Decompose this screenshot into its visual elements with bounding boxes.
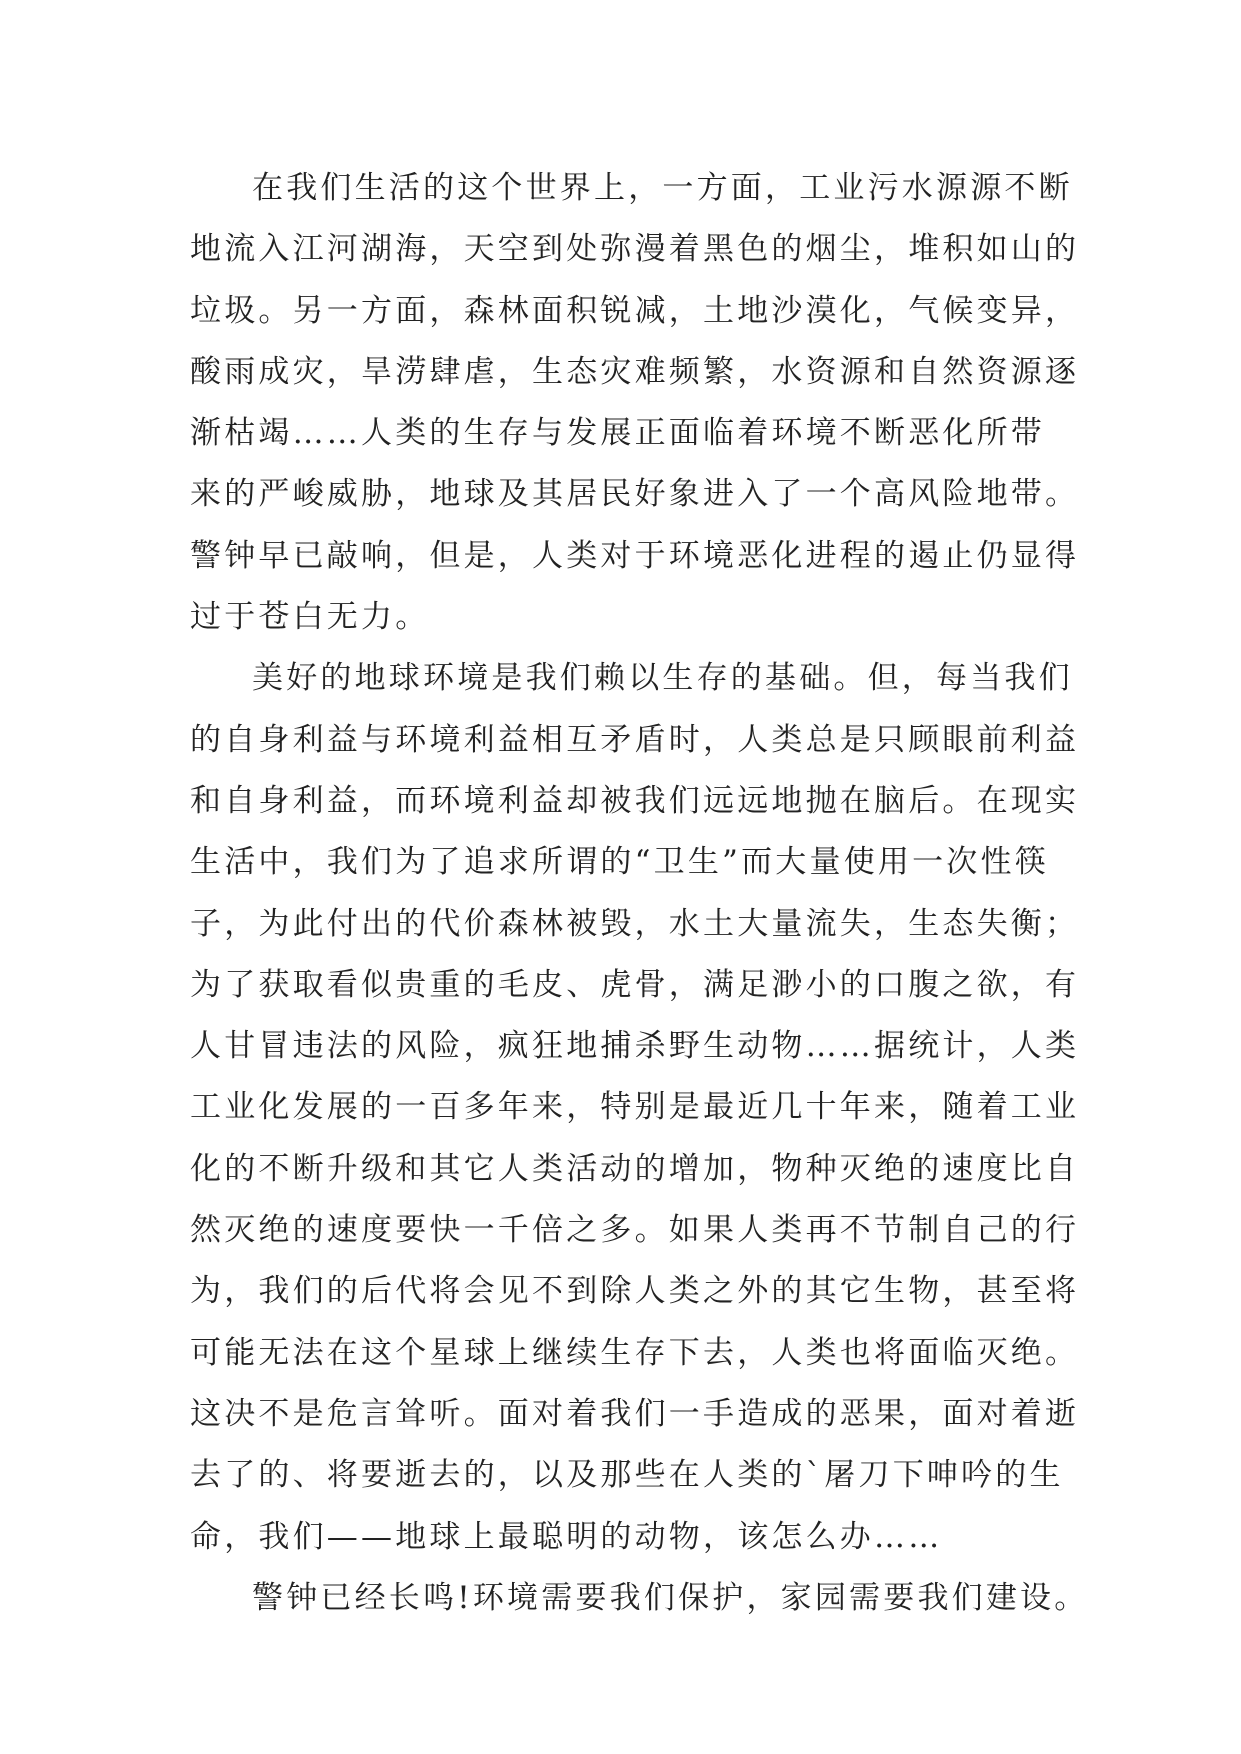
text-line: 警钟早已敲响，但是，人类对于环境恶化进程的遏止仍显得 <box>190 537 1080 574</box>
text-line: 警钟已经长鸣!环境需要我们保护，家园需要我们建设。 <box>252 1579 1089 1616</box>
text-line: 垃圾。另一方面，森林面积锐减，土地沙漠化，气候变异， <box>190 292 1080 329</box>
text-line: 和自身利益，而环境利益却被我们远远地抛在脑后。在现实 <box>190 782 1080 819</box>
paragraph-2 <box>190 648 1090 1567</box>
paragraph-1 <box>190 158 1090 648</box>
text-line: 然灭绝的速度要快一千倍之多。如果人类再不节制自己的行 <box>190 1212 1080 1249</box>
text-line: 来的严峻威胁，地球及其居民好象进入了一个高风险地带。 <box>190 476 1080 513</box>
paragraph-3 <box>190 1568 1090 1629</box>
text-line: 酸雨成灾，旱涝肆虐，生态灾难频繁，水资源和自然资源逐 <box>190 353 1080 390</box>
text-line: 去了的、将要逝去的，以及那些在人类的`屠刀下呻吟的生 <box>190 1457 1064 1494</box>
text-line: 为了获取看似贵重的毛皮、虎骨，满足渺小的口腹之欲，有 <box>190 966 1080 1003</box>
text-line: 化的不断升级和其它人类活动的增加，物种灭绝的速度比自 <box>190 1150 1080 1187</box>
text-line: 这决不是危言耸听。面对着我们一手造成的恶果，面对着逝 <box>190 1395 1080 1432</box>
text-line: 美好的地球环境是我们赖以生存的基础。但，每当我们 <box>252 660 1073 697</box>
text-line: 渐枯竭……人类的生存与发展正面临着环境不断恶化所带 <box>190 415 1045 452</box>
text-line: 命，我们——地球上最聪明的动物，该怎么办…… <box>190 1518 943 1555</box>
text-line: 为，我们的后代将会见不到除人类之外的其它生物，甚至将 <box>190 1273 1080 1310</box>
text-line: 工业化发展的一百多年来，特别是最近几十年来，随着工业 <box>190 1089 1080 1126</box>
text-line: 人甘冒违法的风险，疯狂地捕杀野生动物……据统计，人类 <box>190 1028 1080 1065</box>
text-line: 的自身利益与环境利益相互矛盾时，人类总是只顾眼前利益 <box>190 721 1080 758</box>
text-line: 可能无法在这个星球上继续生存下去，人类也将面临灭绝。 <box>190 1334 1080 1371</box>
body-text <box>190 158 1090 1629</box>
text-line: 在我们生活的这个世界上，一方面，工业污水源源不断 <box>252 170 1073 206</box>
text-line: 子，为此付出的代价森林被毁，水土大量流失，生态失衡； <box>190 905 1080 942</box>
text-line: 过于苍白无力。 <box>190 599 430 636</box>
text-line: 生活中，我们为了追求所谓的“卫生”而大量使用一次性筷 <box>190 844 1049 881</box>
text-line: 地流入江河湖海，天空到处弥漫着黑色的烟尘，堆积如山的 <box>190 231 1080 268</box>
